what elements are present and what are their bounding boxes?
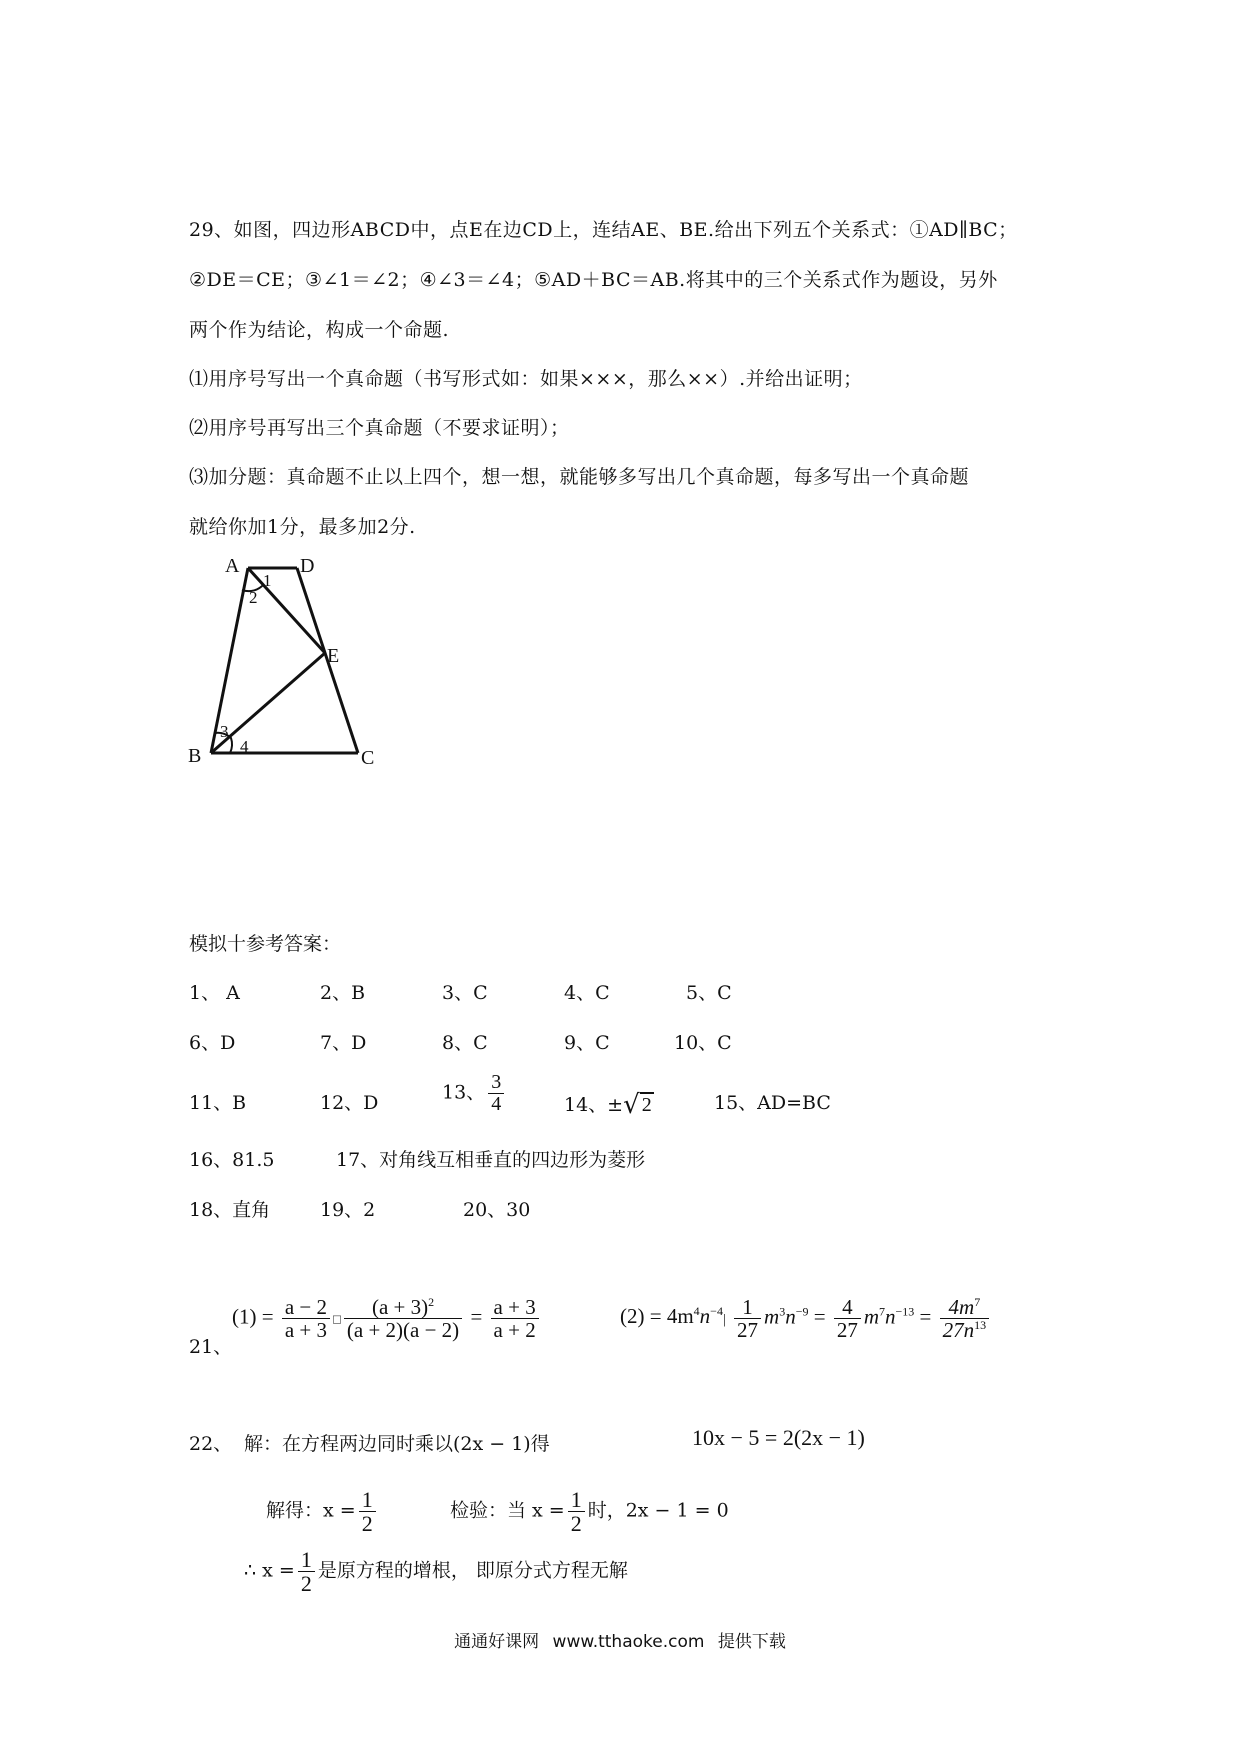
label-angle-3: 3 <box>220 722 229 741</box>
answer-16: 16、81.5 <box>189 1149 275 1171</box>
q22-check-frac: $\frac{1}{2}$ <box>568 1488 585 1535</box>
q22-intro: 解：在方程两边同时乘以(2x − 1)得 <box>244 1433 550 1455</box>
answer-14-radicand: 2 <box>641 1094 652 1116</box>
label-b: B <box>188 745 202 767</box>
q21-p2-frac3: $\frac{4m^7}{27n^{13}}$ <box>940 1296 990 1341</box>
q22-equation: 10x − 5 = 2(2x − 1) <box>692 1425 865 1450</box>
q21-part1 <box>232 1296 542 1341</box>
label-a: A <box>225 555 240 577</box>
q22-label: 22、 <box>189 1433 233 1455</box>
q29-part3a: ⑶加分题：真命题不止以上四个，想一想，就能够多写出几个真命题，每多写出一个真命题 <box>189 466 970 488</box>
answer-17: 17、对角线互相垂直的四边形为菱形 <box>336 1149 646 1171</box>
q29-part2: ⑵用序号再写出三个真命题（不要求证明）； <box>189 417 570 439</box>
q21-p2-frac1: $\frac{1}{27}$ <box>734 1296 761 1341</box>
q21-p2-frac2: $\frac{4}{27}$ <box>834 1296 861 1341</box>
q21-p1-lhs: (1) = <box>232 1304 274 1329</box>
label-c: C <box>361 747 375 769</box>
q21-p1-frac2: $\frac{(a + 3)^2}{(a + 2)(a - 2)}$ <box>344 1296 462 1341</box>
dot-separator: | <box>722 1312 726 1328</box>
answers-title: 模拟十参考答案： <box>189 933 342 955</box>
answer-3: 3、C <box>442 982 488 1004</box>
quadrilateral-figure <box>180 550 400 770</box>
answer-20: 20、30 <box>463 1199 531 1221</box>
q21-p1-frac1: $\frac{a - 2}{a + 3}$ <box>282 1296 330 1341</box>
answer-12: 12、D <box>320 1092 379 1114</box>
q21-label: 21、 <box>189 1336 233 1358</box>
q21-p1-frac3: $\frac{a + 3}{a + 2}$ <box>491 1296 539 1341</box>
label-d: D <box>300 555 315 577</box>
label-e: E <box>327 645 340 667</box>
q21-p1-equals: = <box>470 1304 483 1329</box>
q22-solve: 解得：x = $\frac{1}{2}$ <box>266 1488 379 1535</box>
label-angle-4: 4 <box>240 737 249 756</box>
answer-13-prefix: 13、 <box>442 1081 486 1104</box>
q29-part3b: 就给你加1分，最多加2分. <box>189 516 416 538</box>
q29-line3: 两个作为结论，构成一个命题. <box>189 319 450 341</box>
answer-18: 18、直角 <box>189 1199 271 1221</box>
segment-ae <box>248 568 325 653</box>
answer-6: 6、D <box>189 1032 236 1054</box>
answer-15: 15、AD=BC <box>714 1092 831 1114</box>
footer-site: 通通好课网 <box>454 1632 540 1652</box>
answer-2: 2、B <box>320 982 366 1004</box>
multiply-box-icon: □ <box>333 1311 341 1327</box>
label-angle-2: 2 <box>249 588 258 607</box>
q29-line1: 29、如图，四边形ABCD中，点E在边CD上，连结AE、BE.给出下列五个关系式：①AD∥BC； <box>189 219 1018 241</box>
q21-p2-lhs: $(2) = 4m^4n^{-4}$ <box>620 1304 723 1329</box>
footer-url[interactable]: www.tthaoke.com <box>552 1632 705 1652</box>
q22-solve-frac: $\frac{1}{2}$ <box>359 1488 376 1535</box>
q29-part1: ⑴用序号写出一个真命题（书写形式如：如果×××，那么××）.并给出证明； <box>189 368 863 390</box>
answer-13 <box>442 1072 507 1115</box>
q21-part2: $(2) = 4m^4n^{-4}|$ $\frac{1}{27}$ $m^3n^{-9}$ = $\frac{4}{27}$ $m^7n^{-13}$ = $\frac{4m^7}{27n^{13}}$ <box>620 1296 992 1341</box>
answer-4: 4、C <box>564 982 610 1004</box>
q29-line2: ②DE＝CE；③∠1＝∠2；④∠3＝∠4；⑤AD＋BC＝AB.将其中的三个关系式作为题设，另外 <box>189 269 998 291</box>
footer-suffix: 提供下载 <box>717 1632 786 1652</box>
q22-conclusion: ∴ x = $\frac{1}{2}$ 是原方程的增根， 即原分式方程无解 <box>244 1547 628 1597</box>
answer-7: 7、D <box>320 1032 367 1054</box>
answer-14-prefix: 14、± <box>564 1094 624 1116</box>
answer-1: 1、 A <box>189 982 240 1004</box>
q22-conclusion-frac: $\frac{1}{2}$ <box>298 1548 315 1595</box>
answer-13-fraction: $\frac{3}{4}$ <box>488 1072 504 1115</box>
answer-19: 19、2 <box>320 1199 376 1221</box>
answer-11: 11、B <box>189 1092 247 1114</box>
q21-p2-equals1: = <box>813 1304 826 1329</box>
q22-check: 检验：当 x = $\frac{1}{2}$ 时，2x − 1 = 0 <box>450 1487 729 1537</box>
answer-9: 9、C <box>564 1032 610 1054</box>
sqrt-icon: √ <box>623 1090 640 1120</box>
label-angle-1: 1 <box>263 571 272 590</box>
q21-p2-equals2: = <box>919 1304 932 1329</box>
answer-10: 10、C <box>674 1032 732 1054</box>
answer-5: 5、C <box>686 982 732 1004</box>
answer-14 <box>564 1088 654 1118</box>
page-footer <box>0 1627 1240 1652</box>
answer-8: 8、C <box>442 1032 488 1054</box>
